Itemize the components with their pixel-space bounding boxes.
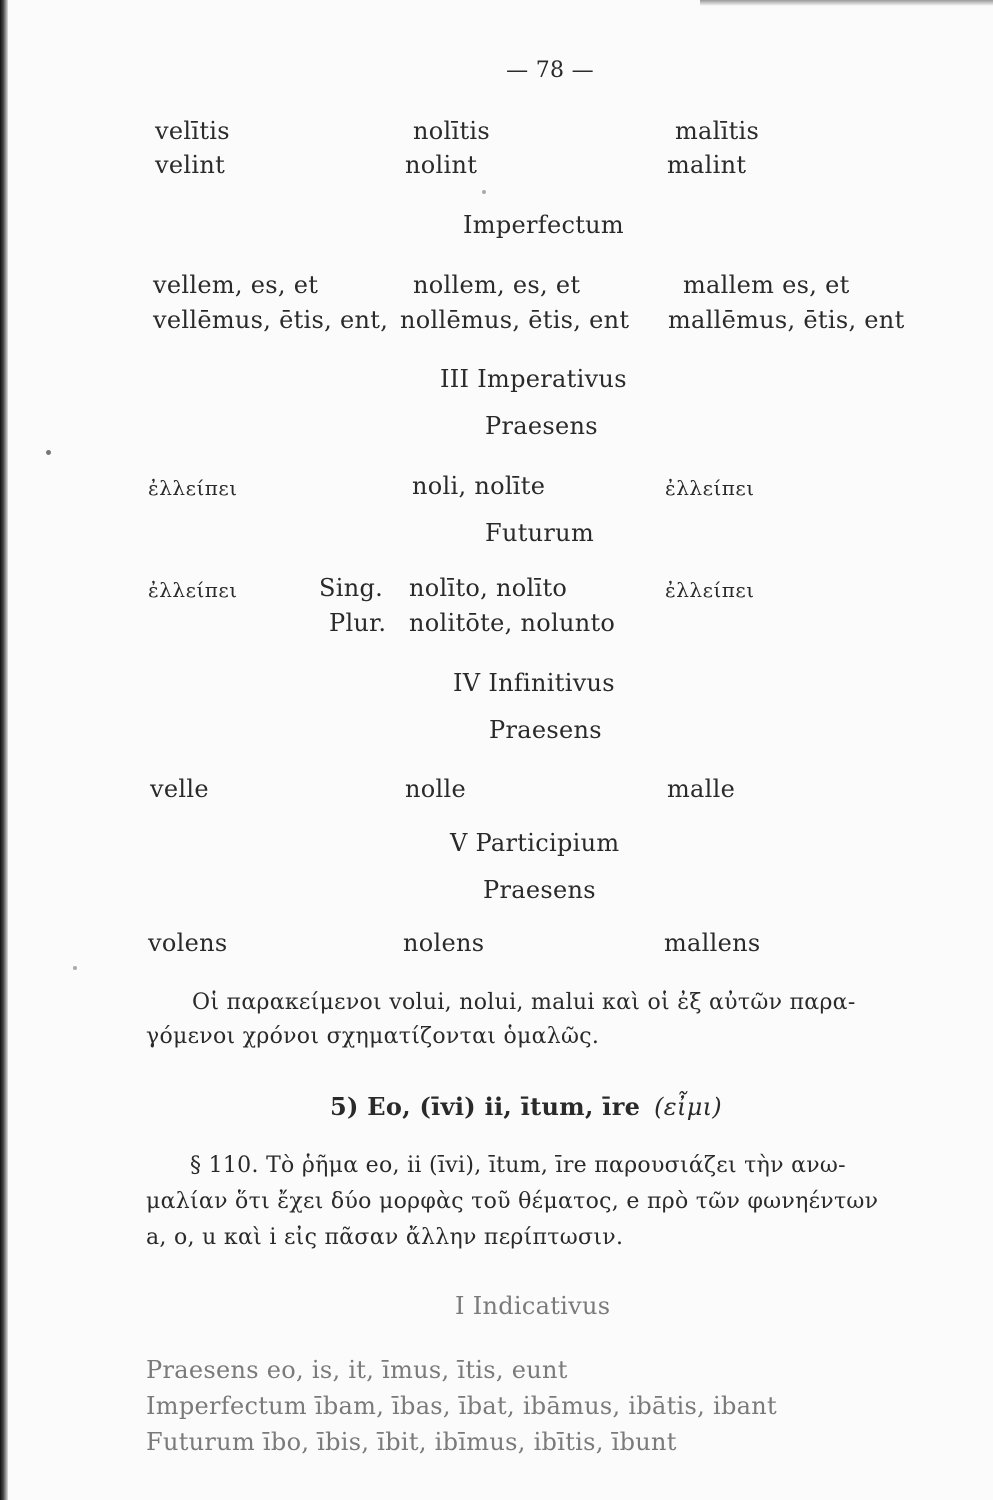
nollem-forms: nollem, es, et (413, 271, 581, 299)
page-edge-shadow (0, 0, 8, 1500)
section-5-title: 5) Eo, (īvi) ii, ītum, īre (330, 1092, 641, 1121)
section-5-greek: (εἶμι) (654, 1093, 722, 1121)
velint: velint (155, 151, 226, 179)
paragraph-110-line-3: a, o, u καὶ i εἰς πᾶσαν ἄλλην περίπτωσιν. (146, 1225, 624, 1250)
participium-heading: V Participium (450, 829, 620, 857)
noli-nolite: noli, nolīte (412, 472, 546, 500)
imperativus-futurum-heading: Futurum (485, 519, 594, 547)
indicativus-futurum: Futurum ībo, ībis, ībit, ibīmus, ibītis, ībunt (146, 1428, 677, 1456)
imperativus-futurum-right: ἐλλείπει (665, 578, 755, 602)
paragraph-110-line-2: μαλίαν ὅτι ἔχει δύο μορφὰς τοῦ θέματος, e πρὸ τῶν φωνηέντων (146, 1189, 879, 1214)
vellem-forms: vellem, es, et (153, 271, 319, 299)
malint: malint (667, 151, 747, 179)
imperativus-praesens-heading: Praesens (485, 412, 598, 440)
mallem-forms: mallem es, et (683, 271, 850, 299)
nolle: nolle (405, 775, 466, 803)
page-top-shadow (700, 0, 993, 6)
imperativus-praesens-left: ἐλλείπει (148, 476, 238, 500)
indicativus-praesens: Praesens eo, is, it, īmus, ītis, eunt (146, 1356, 568, 1384)
mallens: mallens (664, 929, 761, 957)
participium-praesens-heading: Praesens (483, 876, 596, 904)
nollemus-forms: nollēmus, ētis, ent (400, 306, 630, 334)
infinitivus-heading: IV Infinitivus (453, 669, 615, 697)
note-line-1: Οἱ παρακείμενοι volui, nolui, malui καὶ οἱ ἐξ αὐτῶν παρα- (192, 990, 856, 1015)
note-line-2: γόμενοι χρόνοι σχηματίζονται ὁμαλῶς. (146, 1024, 600, 1049)
imperativus-futurum-left: ἐλλείπει (148, 578, 238, 602)
nolint: nolint (405, 151, 478, 179)
plur-forms: nolitōte, nolunto (409, 609, 616, 637)
velle: velle (150, 775, 209, 803)
mallemus-forms: mallēmus, ētis, ent (668, 306, 905, 334)
speck (73, 966, 77, 970)
imperativus-heading: III Imperativus (440, 365, 627, 393)
velitis: velītis (155, 117, 230, 145)
nolens: nolens (403, 929, 485, 957)
speck (482, 190, 486, 194)
malle: malle (667, 775, 736, 803)
paragraph-110-line-1: § 110. Τὸ ῥῆμα eo, ii (īvi), ītum, īre παρουσιάζει τὴν ανω- (190, 1153, 846, 1178)
speck (46, 450, 51, 455)
page-number: — 78 — (506, 58, 594, 83)
sing-forms: nolīto, nolīto (409, 574, 568, 602)
malitis: malītis (675, 117, 760, 145)
nolitis: nolītis (413, 117, 490, 145)
vellemus-forms: vellēmus, ētis, ent, (153, 306, 389, 334)
sing-label: Sing. (319, 574, 384, 602)
plur-label: Plur. (329, 609, 387, 637)
indicativus-imperfectum: Imperfectum ībam, ības, ībat, ibāmus, ibātis, ibant (146, 1392, 777, 1420)
imperfectum-heading: Imperfectum (463, 211, 624, 239)
volens: volens (148, 929, 228, 957)
imperativus-praesens-right: ἐλλείπει (665, 476, 755, 500)
indicativus-heading: I Indicativus (455, 1292, 611, 1320)
section-5-heading (330, 1092, 722, 1121)
infinitivus-praesens-heading: Praesens (489, 716, 602, 744)
